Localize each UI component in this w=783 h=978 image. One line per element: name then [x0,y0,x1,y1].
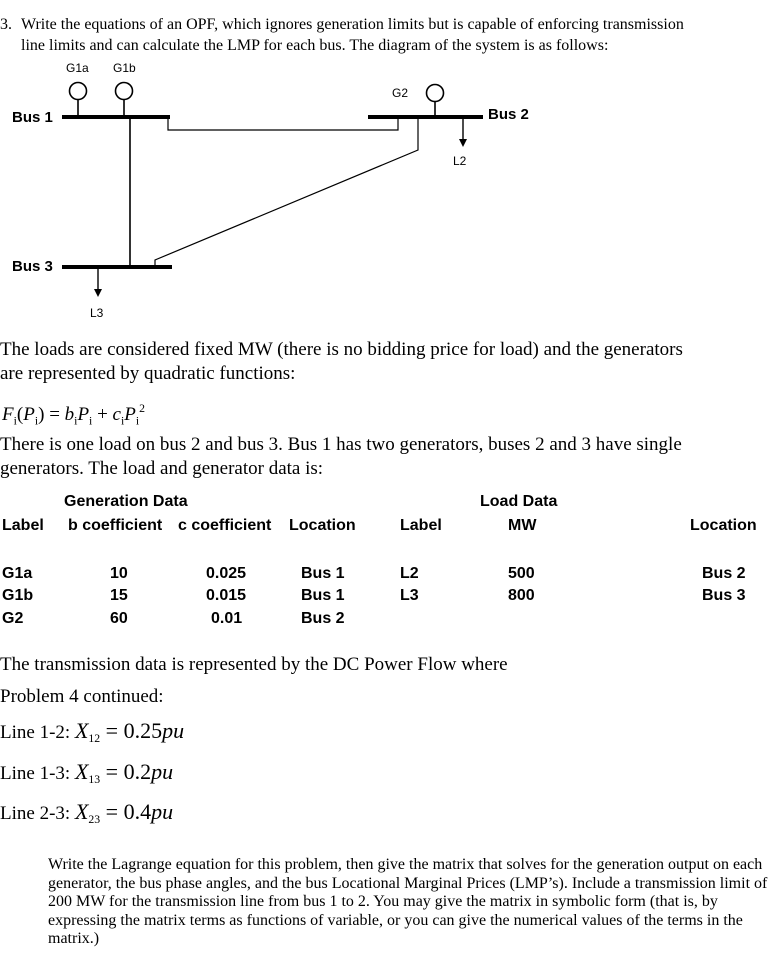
line-2-3-reactance: Line 2-3: $X_{23} = 0.4pu$ [0,799,174,827]
table-cell: Bus 1 [301,565,345,582]
table-cell: Bus 2 [702,565,746,582]
line-2-3 [155,117,418,267]
header-b-coefficient: b coefficient [68,517,163,534]
table-cell: Bus 2 [301,610,345,627]
final-instructions: Write the Lagrange equation for this problem, then give the matrix that solves for the generation output on each generator, the bus phase angles, and the bus Locational Marginal Prices (LMP’s). Include a transmission limit of 200 MW for the transmission line from bus 1 to 2. You may give the matrix in symbolic form (that is, by expressing the matrix terms as functions of variable, or you can give the numerical values of the terms in the matrix.) [48,856,768,948]
header-c-coefficient: c coefficient [178,517,272,534]
table-cell: 10 [110,565,128,582]
table-cell: 800 [508,587,535,604]
load-l3-arrow-icon [94,289,102,297]
generation-data-title: Generation Data [64,493,188,510]
label-bus-1: Bus 1 [12,109,53,126]
label-l2: L2 [453,154,467,168]
label-bus-3: Bus 3 [12,258,53,275]
problem-continued: Problem 4 continued: [0,686,164,707]
table-cell: 60 [110,610,128,627]
table-cell: Bus 1 [301,587,345,604]
cost-function-equation: $F_i(P_i) = b_iP_i + c_iP_i^2$ [2,402,146,428]
generator-g1a-symbol [70,83,87,100]
line-1-3-reactance: Line 1-3: $X_{13} = 0.2pu$ [0,759,174,787]
one-line-diagram [0,0,783,340]
bus-text-line-1: There is one load on bus 2 and bus 3. Bus 1 has two generators, buses 2 and 3 have single [0,434,682,455]
loads-text-line-2: are represented by quadratic functions: [0,363,296,384]
label-g1a: G1a [66,61,89,75]
generator-g2-symbol [427,85,444,102]
table-row: G1a [2,565,33,582]
generator-g1b-symbol [116,83,133,100]
label-l3: L3 [90,306,104,320]
table-cell: 500 [508,565,535,582]
line-1-2 [168,117,398,130]
load-l2-arrow-icon [459,139,467,147]
table-cell: 0.015 [206,587,247,604]
table-cell: 0.01 [211,610,243,627]
question-line-1: Write the equations of an OPF, which ignores generation limits but is capable of enforcing transmission [21,16,684,33]
bus-text-line-2: generators. The load and generator data is: [0,458,324,479]
header-load-label: Label [400,517,442,534]
question-number: 3. [0,16,12,33]
label-g1b: G1b [113,61,136,75]
table-row: L3 [400,587,419,604]
table-row: L2 [400,565,419,582]
header-load-location: Location [690,517,757,534]
table-cell: 0.025 [206,565,247,582]
table-row: G1b [2,587,34,604]
table-cell: Bus 3 [702,587,746,604]
label-g2: G2 [392,86,409,100]
table-cell: 15 [110,587,128,604]
header-gen-label: Label [2,517,44,534]
header-mw: MW [508,517,537,534]
load-data-title: Load Data [480,493,558,510]
label-bus-2: Bus 2 [488,106,529,123]
header-gen-location: Location [289,517,356,534]
loads-text-line-1: The loads are considered fixed MW (there is no bidding price for load) and the generators [0,339,683,360]
table-row: G2 [2,610,24,627]
line-1-2-reactance: Line 1-2: $X_{12} = 0.25pu$ [0,718,185,746]
question-line-2: line limits and can calculate the LMP for each bus. The diagram of the system is as follows: [21,37,609,54]
transmission-intro: The transmission data is represented by the DC Power Flow where [0,654,508,675]
